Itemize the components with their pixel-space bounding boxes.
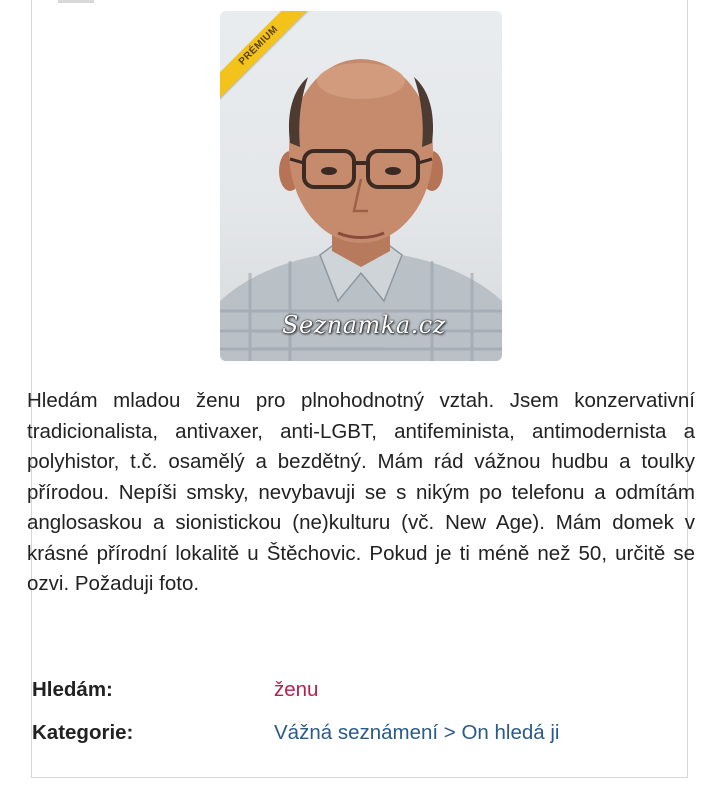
site-watermark: Seznamka.cz [282,311,446,339]
profile-description: Hledám mladou ženu pro plnohodnotný vztah. Jsem konzervativní tradicionalista, antivaxer, anti-LGBT, antifeminista, antimodernista a polyhistor, t.č. osamělý a bezdětný. Mám rád vážnou hudbu a toulky přírodou. Nepíši smsky, nevybavuji se s nikým po telefonu a odmítám anglosaskou a sionistickou (ne)kulturu (vč. New Age). Mám domek v krásné přírodní lokalitě u Štěchovic. Pokud je ti méně než 50, určitě se ozvi. Požaduji foto. [27,389,695,595]
premium-ribbon [220,11,330,121]
profile-photo[interactable] [220,11,502,361]
premium-badge: PRÉMIUM [220,11,318,105]
detail-label-seeking: Hledám: [32,678,113,701]
detail-label-category: Kategorie: [32,721,134,744]
detail-value-seeking: ženu [274,678,319,701]
category-link[interactable]: Vážná seznámení > On hledá ji [274,721,560,744]
